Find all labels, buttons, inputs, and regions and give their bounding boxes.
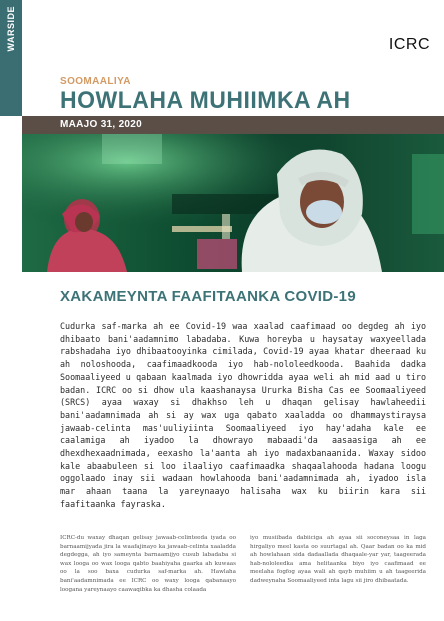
- photo-health-workers: [22, 134, 444, 272]
- kicker-label: SOOMAALIYA: [60, 76, 131, 87]
- article-column-2: iyo musiibada dabiiciga ah ayaa sii soconeysaa in laga hirgaliyo meel kasta oo suurtagal ah. Qaar badan oo ka mid ah howlahaan sida dadaallada dhaqaale-yar yar, taageerada hab-nololeedka ama helitaanka biyo iyo caafimaad ee meelaha fogfog ayaa wali ah qayb muhiim u ah taageerida dadweynaha Soomaaliyeed inta lagu sii jiro dhibaatada.: [250, 535, 426, 584]
- article-column-1: ICRC-du waxay dhaqan gelisay jawaab-celinteeda iyada oo barnaamijyada jira la waafajinayo ka jawaab-celinta xaaladda degdegga, ah iyo sameynta barnaamijyo cusub labadaba si wax looga oo wax looga qabto baahiyaha gaarka ah kuwaas oo la soo baxa cudurka saf-marka ah. Hawlaha bani'aadamnimada ee ICRC oo waxy looga qabanaayo loogana yareynaayo caawaqibka ka dhasha colaada: [60, 535, 236, 593]
- publication-date: MAAJO 31, 2020: [60, 119, 143, 130]
- side-tab-label: WARSIDE: [6, 6, 16, 52]
- icrc-logo: ICRC: [388, 36, 430, 53]
- photo-illustration: [22, 134, 444, 272]
- date-band: [22, 116, 444, 134]
- page-title: HOWLAHA MUHIIMKA AH: [60, 86, 351, 114]
- article-title: XAKAMEYNTA FAAFITAANKA COVID-19: [60, 288, 356, 305]
- section-side-tab: [0, 0, 22, 116]
- article-columns: [60, 534, 426, 594]
- article-lead: Cudurka saf-marka ah ee Covid-19 waa xaalad caafimaad oo degdeg ah iyo dhibaato bani'aadamnimo labadaba. Kuwa horeyba u haysatay waxyeellada rabshadaha iyo dhibaatooyinka cimilada, Covid-19 ayaa khatar dheeraad ku ah noloshooda, caafimaadkooda iyo hab-nololeedkooda. Baahida dadka Soomaaliyeed u qabaan kaalmada iyo dhowridda ayaa weli ah mid aad u tiro badan. ICRC oo si dhow ula kaashanaysa Ururka Bisha Cas ee Soomaaliyeed (SRCS) ayaa waxay si dhakhso leh u dhaqan gelisay hawlaheedii bani'aadamnimada ah si ay wax uga qabato xaaladda oo dhammaystiraysa jawaab-celinta mas'uuliyiinta Soomaaliyeed iyo hay'adaha kale ee caalamiga ah iyadoo la dhowrayo mabaadi'da aasaasiga ah ee dhexdhexaadnimada, eexasho la'aanta ah iyo madaxbanaanida. Waxay sidoo kale abaabuleen si loo ilaaliyo caafimaadka shaqaalahooda hadana loogu oggolaado inay sii wadaan howlahooda bani'aadamnimada ah, iyadoo isla mar ahaan taana la yareynaayo halisaha wax ku biirin kara sii faafitaanka fayraska.: [60, 321, 426, 509]
